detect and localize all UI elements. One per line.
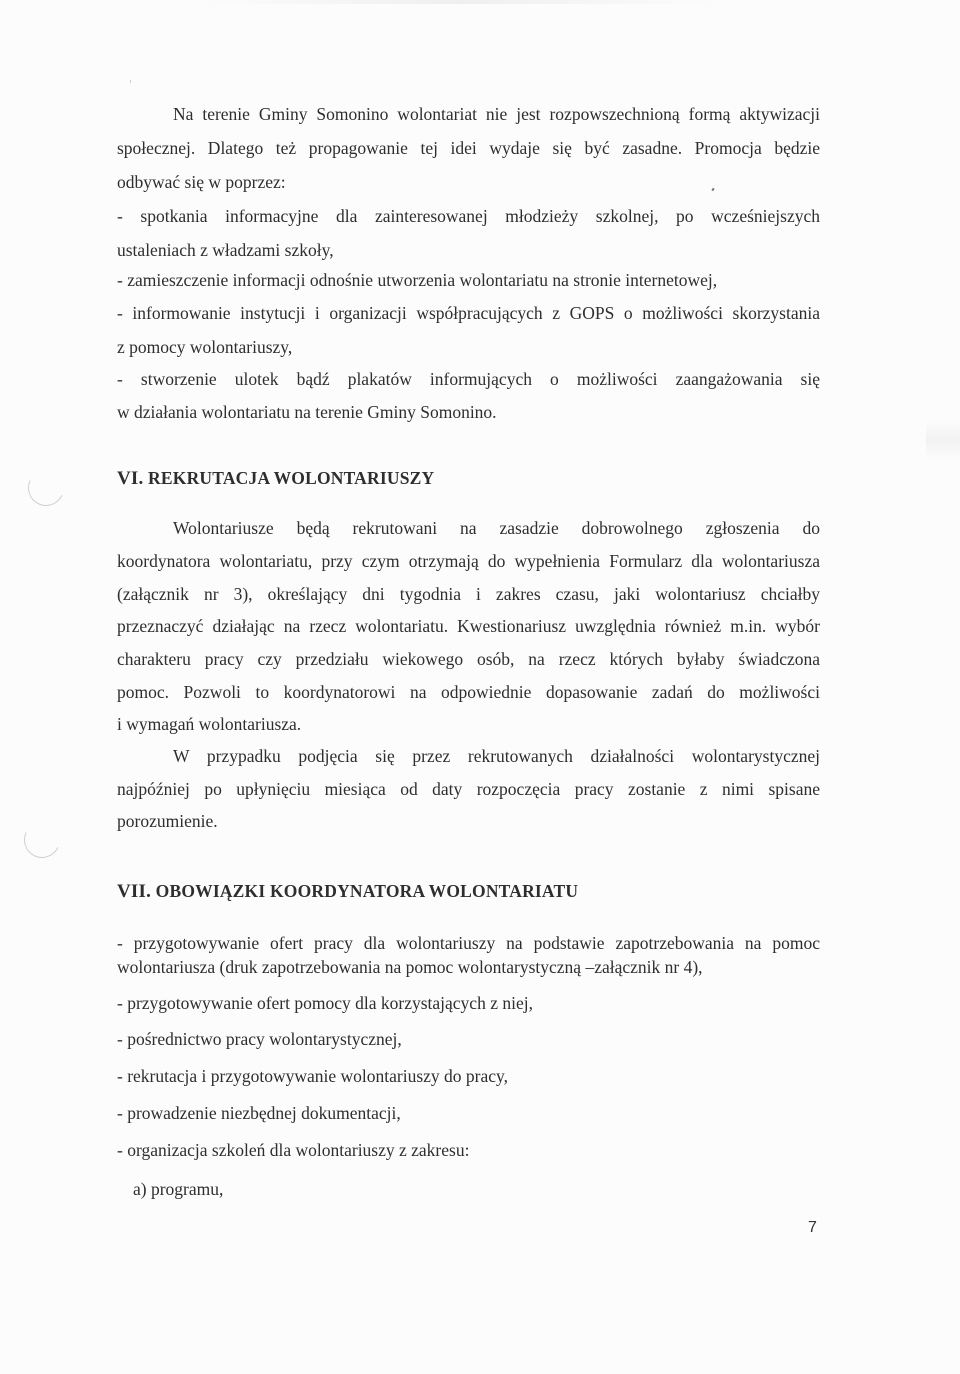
list-item: - zamieszczenie informacji odnośnie utworzenia wolontariatu na stronie internetowej, xyxy=(117,270,718,290)
section-number: VI. xyxy=(117,468,144,489)
section-heading-vii xyxy=(117,881,578,903)
list-item: - prowadzenie niezbędnej dokumentacji, xyxy=(117,1103,401,1123)
list-item: - organizacja szkoleń dla wolontariuszy z zakresu: xyxy=(117,1140,470,1160)
paragraph-line: i wymagań wolontariusza. xyxy=(117,714,302,734)
section-title: REKRUTACJA WOLONTARIUSZY xyxy=(148,468,435,488)
paragraph-line: pomoc. Pozwoli to koordynatorowi na odpowiednie dopasowanie zadań do możliwości xyxy=(117,682,820,702)
list-item: - przygotowywanie ofert pomocy dla korzystających z niej, xyxy=(117,993,533,1013)
paragraph-line: najpóźniej po upłynięciu miesiąca od daty rozpoczęcia pracy zostanie z nimi spisane xyxy=(117,779,820,799)
list-item-continuation: w działania wolontariatu na terenie Gminy Somonino. xyxy=(117,402,497,422)
list-item-continuation: z pomocy wolontariuszy, xyxy=(117,337,293,357)
section-number: VII. xyxy=(117,881,152,902)
paragraph-line: Wolontariusze będą rekrutowani na zasadzie dobrowolnego zgłoszenia do xyxy=(173,518,820,538)
paragraph-line: społecznej. Dlatego też propagowanie tej idei wydaje się być zasadne. Promocja będzie xyxy=(117,138,820,158)
section-heading-vi xyxy=(117,468,434,490)
paragraph-line: charakteru pracy czy przedziału wiekowego osób, na rzecz których byłaby świadczona xyxy=(117,649,820,669)
punch-hole-mark xyxy=(23,465,69,511)
list-item: - pośrednictwo pracy wolontarystycznej, xyxy=(117,1029,402,1049)
paragraph-line: przeznaczyć działając na rzecz wolontariatu. Kwestionariusz uwzględnia również m.in. wybór xyxy=(117,616,820,636)
list-item: - przygotowywanie ofert pracy dla wolontariuszy na podstawie zapotrzebowania na pomoc xyxy=(117,933,820,953)
paragraph-line: odbywać się w poprzez: xyxy=(117,172,286,192)
sub-list-item: a) programu, xyxy=(133,1179,224,1199)
page-number: 7 xyxy=(808,1219,817,1236)
list-item-continuation: wolontariusza (druk zapotrzebowania na pomoc wolontarystyczną –załącznik nr 4), xyxy=(117,957,703,977)
scan-shadow-right xyxy=(926,420,960,460)
paragraph-line: (załącznik nr 3), określający dni tygodnia i zakres czasu, jaki wolontariusz chciałby xyxy=(117,584,820,604)
paragraph-line: W przypadku podjęcia się przez rekrutowanych działalności wolontarystycznej xyxy=(173,746,820,766)
list-item: - informowanie instytucji i organizacji współpracujących z GOPS o możliwości skorzystania xyxy=(117,303,820,323)
paragraph-line: Na terenie Gminy Somonino wolontariat nie jest rozpowszechnioną formą aktywizacji xyxy=(173,104,820,124)
list-item: - spotkania informacyjne dla zainteresowanej młodzieży szkolnej, po wcześniejszych xyxy=(117,206,820,226)
paragraph-line: koordynatora wolontariatu, przy czym otrzymają do wypełnienia Formularz dla wolontariusza xyxy=(117,551,820,571)
list-item: - rekrutacja i przygotowywanie wolontariuszy do pracy, xyxy=(117,1066,509,1086)
list-item-continuation: ustaleniach z władzami szkoły, xyxy=(117,240,334,260)
list-item: - stworzenie ulotek bądź plakatów informujących o możliwości zaangażowania się xyxy=(117,369,820,389)
paragraph-line: porozumienie. xyxy=(117,811,218,831)
section-title: OBOWIĄZKI KOORDYNATORA WOLONTARIATU xyxy=(155,881,579,901)
scan-speck xyxy=(130,80,131,83)
punch-hole-mark xyxy=(19,817,65,863)
scan-shadow-top xyxy=(200,0,720,4)
